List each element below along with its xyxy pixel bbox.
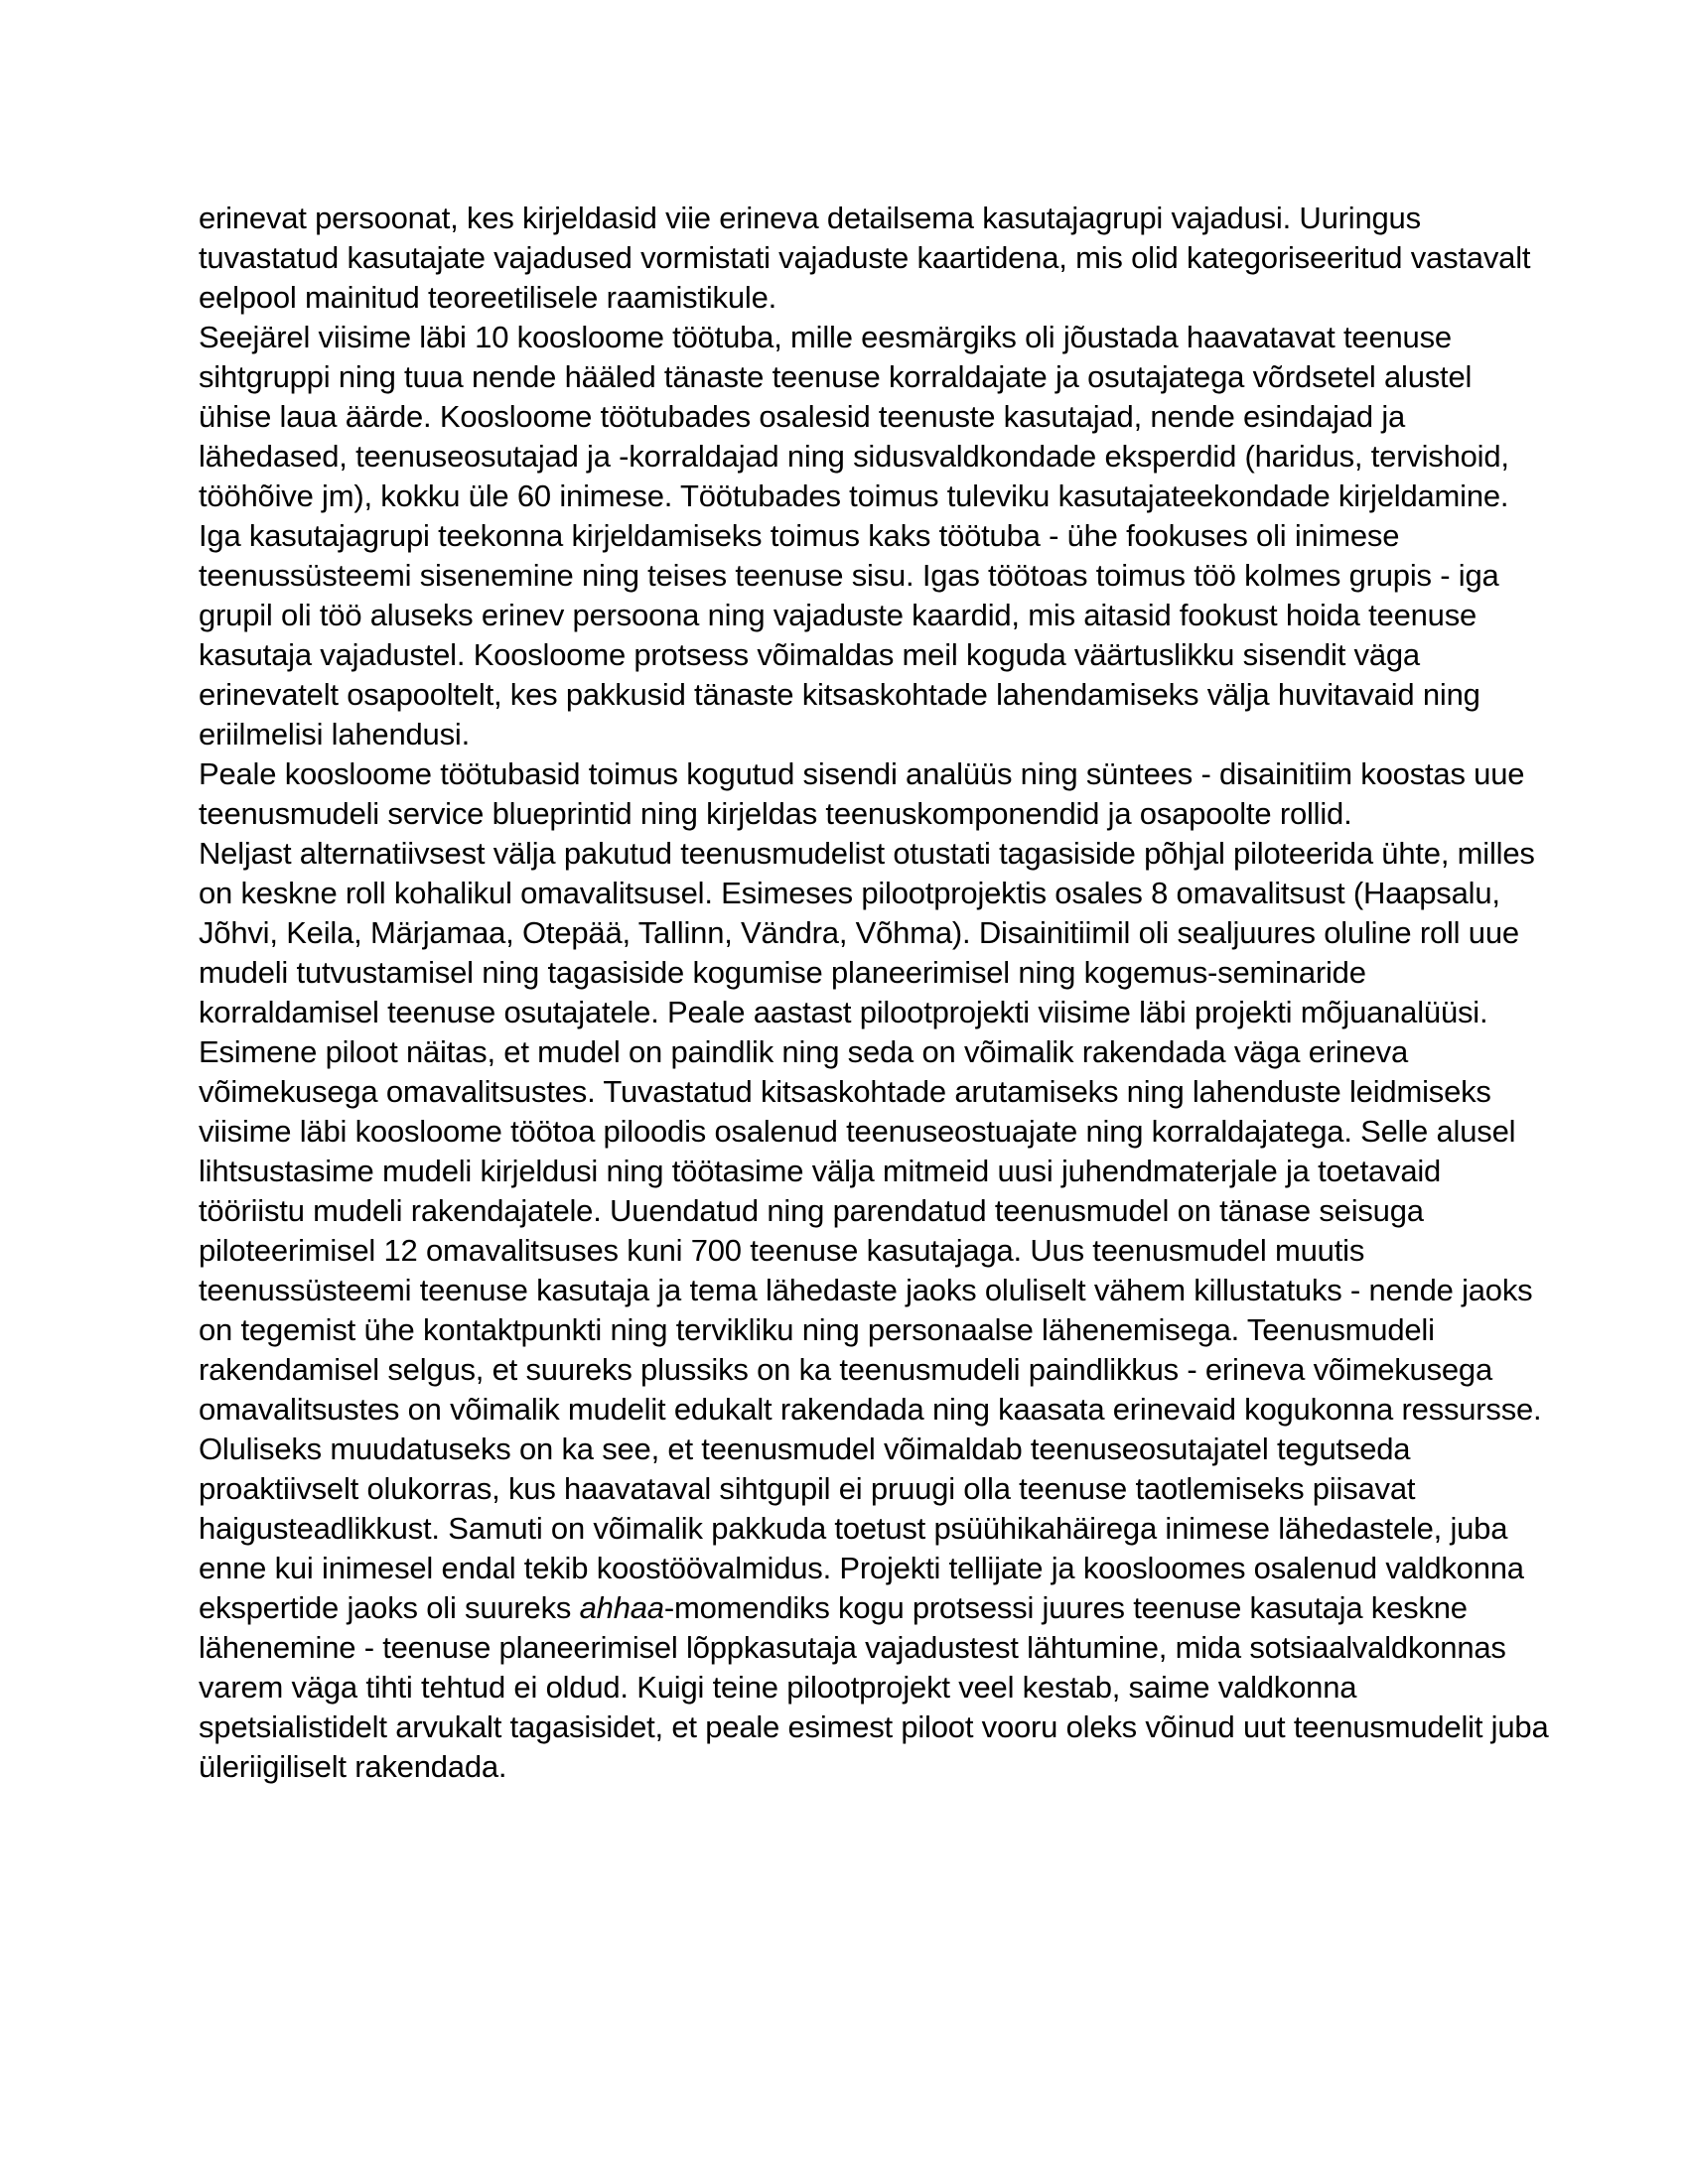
text-line: kasutaja vajadustel. Koosloome protsess võimaldas meil koguda väärtuslikku sisendit väga — [199, 637, 1420, 672]
text-line: üleriigiliselt rakendada. — [199, 1749, 507, 1784]
text-line: erinevat persoonat, kes kirjeldasid viie erineva detailsema kasutajagrupi vajadusi. Uuringus — [199, 201, 1421, 235]
text-line: lähedased, teenuseosutajad ja -korraldajad ning sidusvaldkondade eksperdid (haridus, tervishoid, — [199, 439, 1509, 474]
text-line: Seejärel viisime läbi 10 koosloome töötuba, mille eesmärgiks oli jõustada haavatavat teenuse — [199, 320, 1452, 354]
text-segment: ekspertide jaoks oli suureks — [199, 1590, 580, 1625]
text-line: Iga kasutajagrupi teekonna kirjeldamiseks toimus kaks töötuba - ühe fookuses oli inimese — [199, 518, 1400, 553]
text-line: proaktiivselt olukorras, kus haavataval sihtgupil ei pruugi olla teenuse taotlemiseks piisavat — [199, 1471, 1416, 1506]
text-line: omavalitsustes on võimalik mudelit edukalt rakendada ning kaasata erinevaid kogukonna ressursse. — [199, 1392, 1542, 1427]
text-line: viisime läbi koosloome töötoa piloodis osalenud teenuseostuajate ning korraldajatega. Selle alusel — [199, 1114, 1516, 1149]
text-line: Neljast alternatiivsest välja pakutud teenusmudelist otustati tagasiside põhjal piloteerida ühte, milles — [199, 836, 1535, 871]
text-line: korraldamisel teenuse osutajatele. Peale aastast pilootprojekti viisime läbi projekti mõjuanalüüsi. — [199, 995, 1488, 1029]
text-line: on keskne roll kohalikul omavalitsusel. Esimeses pilootprojektis osales 8 omavalitsust (Haapsalu, — [199, 876, 1500, 910]
text-line: piloteerimisel 12 omavalitsuses kuni 700 teenuse kasutajaga. Uus teenusmudel muutis — [199, 1233, 1365, 1268]
text-line: sihtgruppi ning tuua nende hääled tänaste teenuse korraldajate ja osutajatega võrdsetel alustel — [199, 359, 1473, 394]
text-line: Oluliseks muudatuseks on ka see, et teenusmudel võimaldab teenuseosutajatel tegutseda — [199, 1432, 1411, 1466]
italic-text: ahhaa — [579, 1590, 664, 1625]
text-line: teenusmudeli service blueprintid ning kirjeldas teenuskomponendid ja osapoolte rollid. — [199, 796, 1352, 831]
text-line: mudeli tutvustamisel ning tagasiside kogumise planeerimisel ning kogemus-seminaride — [199, 955, 1366, 990]
text-line: varem väga tihti tehtud ei oldud. Kuigi teine pilootprojekt veel kestab, saime valdkonna — [199, 1670, 1357, 1705]
text-line: rakendamisel selgus, et suureks plussiks on ka teenusmudeli paindlikkus - erineva võimekusega — [199, 1352, 1493, 1387]
text-line: erinevatelt osapooltelt, kes pakkusid tänaste kitsaskohtade lahendamiseks välja huvitavaid ning — [199, 677, 1480, 712]
text-line: tööhõive jm), kokku üle 60 inimese. Töötubades toimus tuleviku kasutajateekondade kirjeldamine. — [199, 478, 1509, 513]
text-line: lähenemine - teenuse planeerimisel lõppkasutaja vajadustest lähtumine, mida sotsiaalvaldkonnas — [199, 1630, 1506, 1665]
text-line: eriilmelisi lahendusi. — [199, 717, 470, 751]
text-line: teenussüsteemi sisenemine ning teises teenuse sisu. Igas töötoas toimus töö kolmes grupis - iga — [199, 558, 1499, 593]
text-line: on tegemist ühe kontaktpunkti ning tervikliku ning personaalse lähenemisega. Teenusmudeli — [199, 1312, 1435, 1347]
text-line: võimekusega omavalitsustes. Tuvastatud kitsaskohtade arutamiseks ning lahenduste leidmiseks — [199, 1074, 1491, 1109]
text-line: lihtsustasime mudeli kirjeldusi ning töötasime välja mitmeid uusi juhendmaterjale ja toetavaid — [199, 1154, 1442, 1188]
text-line — [199, 1588, 1499, 1628]
text-line: ühise laua äärde. Koosloome töötubades osalesid teenuste kasutajad, nende esindajad ja — [199, 399, 1406, 434]
text-segment: -momendiks kogu protsessi juures teenuse kasutaja keskne — [663, 1590, 1468, 1625]
text-line: Peale koosloome töötubasid toimus kogutud sisendi analüüs ning süntees - disainitiim koostas uue — [199, 756, 1525, 791]
text-line: tööriistu mudeli rakendajatele. Uuendatud ning parendatud teenusmudel on tänase seisuga — [199, 1193, 1424, 1228]
text-line: Jõhvi, Keila, Märjamaa, Otepää, Tallinn, Vändra, Võhma). Disainitiimil oli sealjuures oluline roll uue — [199, 915, 1519, 950]
document-text — [199, 199, 1549, 1787]
text-line: spetsialistidelt arvukalt tagasisidet, et peale esimest piloot vooru oleks võinud uut teenusmudelit juba — [199, 1709, 1549, 1744]
text-line: haigusteadlikkust. Samuti on võimalik pakkuda toetust psüühikahäirega inimese lähedastele, juba — [199, 1511, 1508, 1546]
text-line: tuvastatud kasutajate vajadused vormistati vajaduste kaartidena, mis olid kategoriseeritud vastavalt — [199, 240, 1531, 275]
text-line: enne kui inimesel endal tekib koostöövalmidus. Projekti tellijate ja koosloomes osalenud valdkonna — [199, 1551, 1524, 1585]
paragraph — [199, 754, 1525, 834]
text-line: Esimene piloot näitas, et mudel on paindlik ning seda on võimalik rakendada väga erineva — [199, 1034, 1408, 1069]
text-line: grupil oli töö aluseks erinev persoona ning vajaduste kaardid, mis aitasid fookust hoida teenuse — [199, 598, 1477, 632]
paragraph — [199, 199, 1531, 318]
text-line: eelpool mainitud teoreetilisele raamistikule. — [199, 280, 777, 315]
text-line: teenussüsteemi teenuse kasutaja ja tema lähedaste jaoks oluliselt vähem killustatuks - nende jaoks — [199, 1273, 1533, 1307]
paragraph — [199, 318, 1509, 754]
paragraph — [199, 834, 1549, 1787]
